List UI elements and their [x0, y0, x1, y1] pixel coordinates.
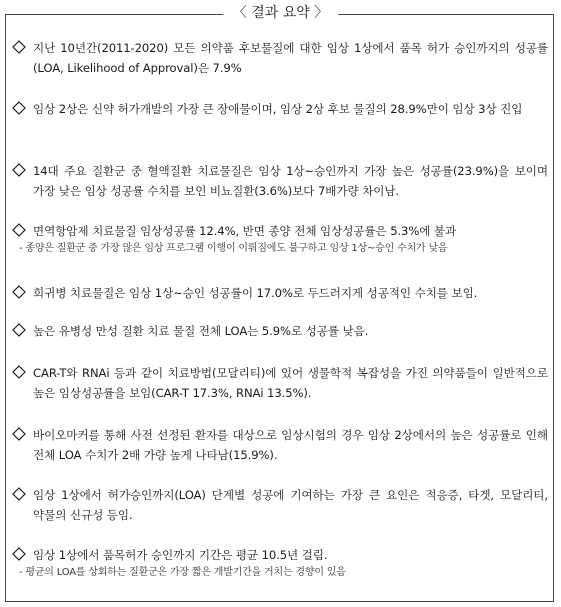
- summary-item-text: 면역항암제 치료물질 임상성공률 12.4%, 반면 종양 전체 임상성공률은 5.3%에 불과: [33, 224, 457, 238]
- diamond-outline-icon: [12, 40, 26, 54]
- diamond-outline-icon: [12, 163, 26, 177]
- summary-item-note: - 평균의 LOA를 상회하는 질환군은 가장 짧은 개발기간을 거치는 경향이 있음: [19, 567, 346, 578]
- summary-item-text: 지난 10년간(2011-2020) 모든 의약품 후보물질에 대한 임상 1상에서 품목 허가 승인까지의 성공률(LOA, Likelihood of Approval)은 7.9%: [33, 41, 548, 75]
- diamond-outline-icon: [12, 223, 26, 237]
- summary-item-note: - 종양은 질환군 중 가장 많은 임상 프로그램 이행이 이뤄짐에도 불구하고 임상 1상~승인 수치가 낮음: [19, 243, 448, 254]
- diamond-outline-icon: [12, 365, 26, 379]
- summary-item: [8, 545, 552, 581]
- summary-item-text: 임상 2상은 신약 허가개발의 가장 큰 장애물이며, 임상 2상 후보 물질의 28.9%만이 임상 3상 진입: [33, 102, 523, 116]
- diamond-outline-icon: [12, 547, 26, 561]
- summary-item-text: 희귀병 치료물질은 임상 1상~승인 성공률이 17.0%로 두드러지게 성공적인 수치를 보임.: [33, 286, 478, 300]
- diamond-outline-icon: [12, 487, 26, 501]
- summary-item-text: 바이오마커를 통해 사전 선정된 환자를 대상으로 임상시험의 경우 임상 2상에서의 높은 성공률로 인해 전체 LOA 수치가 2배 가량 높게 나타남(15.9%).: [33, 428, 548, 462]
- diamond-outline-icon: [12, 427, 26, 441]
- diamond-outline-icon: [12, 323, 26, 337]
- summary-item: [8, 363, 552, 403]
- summary-title: 〈 결과 요약 〉: [223, 3, 338, 23]
- summary-item: [8, 99, 552, 119]
- summary-item: [8, 485, 552, 525]
- diamond-outline-icon: [12, 101, 26, 115]
- summary-item-text: 임상 1상에서 허가승인까지(LOA) 단계별 성공에 기여하는 가장 큰 요인은 적응증, 타겟, 모달리티, 약물의 신규성 등임.: [33, 488, 548, 522]
- summary-item-text: 임상 1상에서 품목허가 승인까지 기간은 평균 10.5년 걸림.: [33, 548, 328, 562]
- summary-item: [8, 38, 552, 78]
- summary-item: [8, 321, 552, 341]
- summary-item-text: 14대 주요 질환군 중 혈액질환 치료물질은 임상 1상~승인까지 가장 높은 성공률(23.9%)을 보이며 가장 낮은 임상 성공률 수치를 보인 비뇨질환(3.6%)보다 7배가량 차이남.: [33, 164, 548, 198]
- summary-item: [8, 283, 552, 303]
- diamond-outline-icon: [12, 285, 26, 299]
- summary-item-text: CAR-T와 RNAi 등과 같이 치료방법(모달리티)에 있어 생물학적 복잡성을 가진 의약품들이 일반적으로 높은 임상성공률을 보임(CAR-T 17.3%, RNAi 13.5%).: [33, 366, 548, 400]
- summary-item-text: 높은 유병성 만성 질환 치료 물질 전체 LOA는 5.9%로 성공률 낮음.: [33, 324, 369, 338]
- summary-item: [8, 425, 552, 465]
- summary-item: [8, 161, 552, 201]
- summary-item: [8, 221, 552, 257]
